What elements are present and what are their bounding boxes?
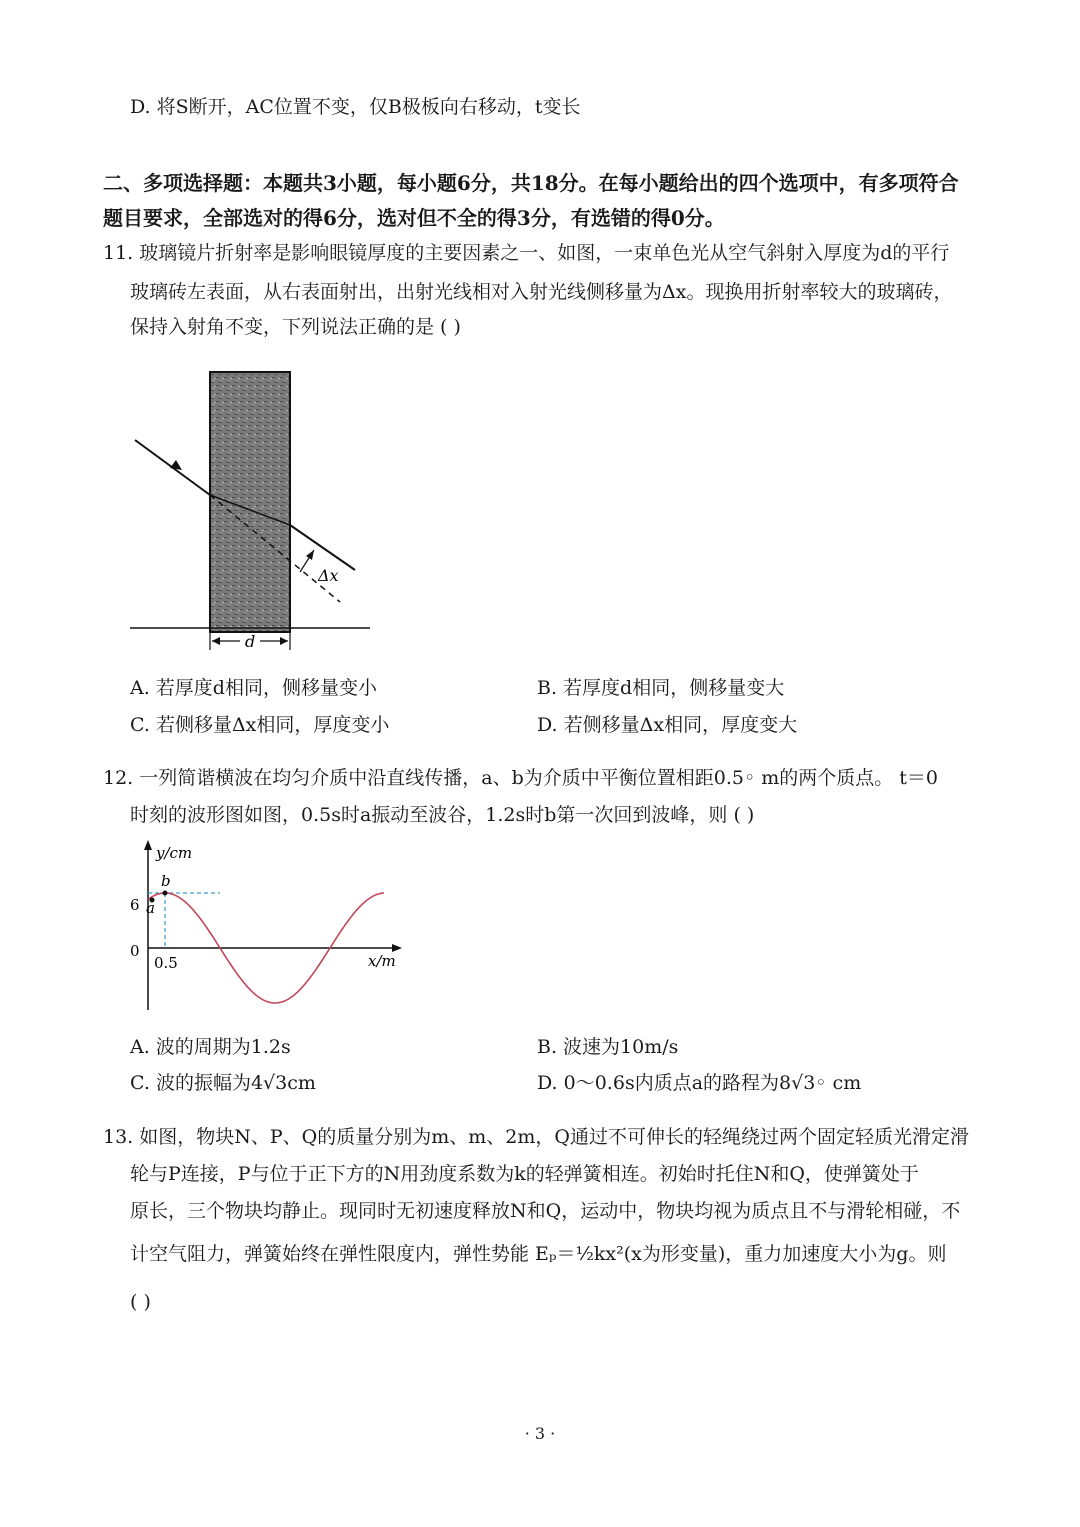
q11-stem-line-3: 保持入射角不变，下列说法正确的是 ( ) [130, 316, 461, 338]
wave-graph [120, 838, 410, 1018]
d-arrow-left-icon [212, 637, 220, 645]
q12-stem-line-2: 时刻的波形图如图，0.5s时a振动至波谷，1.2s时b第一次回到波峰，则 ( ) [130, 804, 755, 826]
shift-arrow-icon [306, 550, 314, 560]
q11-option-b: B. 若厚度d相同，侧移量变大 [537, 677, 785, 699]
q12-stem-line-1: 12. 一列简谐横波在均匀介质中沿直线传播，a、b为介质中平衡位置相距0.5◦ m的两个质点。 t＝0 [103, 767, 938, 789]
label-delta-x: Δx [318, 566, 339, 585]
q13-stem-line-3: 原长，三个物块均静止。现同时无初速度释放N和Q，运动中，物块均视为质点且不与滑轮相碰，不 [130, 1200, 961, 1222]
q12-option-b: B. 波速为10m/s [537, 1036, 679, 1058]
glass-slab [210, 372, 290, 632]
section-header-line-1: 二、多项选择题：本题共3小题，每小题6分，共18分。在每小题给出的四个选项中，有多项符合 [103, 171, 959, 195]
q11-option-c: C. 若侧移量Δx相同，厚度变小 [130, 714, 390, 736]
y-tick-label: 6 [130, 896, 140, 914]
q13-stem-line-2: 轮与P连接，P与位于正下方的N用劲度系数为k的轻弹簧相连。初始时托住N和Q，使弹簧处于 [130, 1163, 919, 1185]
q13-stem-line-4: 计空气阻力，弹簧始终在弹性限度内，弹性势能 Eₚ＝½kx²(x为形变量)，重力加速度大小为g。则 [130, 1243, 947, 1265]
q13-stem-line-5: ( ) [130, 1291, 151, 1313]
q12-option-a: A. 波的周期为1.2s [130, 1036, 291, 1058]
prev-question-option-d: D. 将S断开，AC位置不变，仅B极板向右移动，t变长 [130, 96, 581, 118]
q11-option-d: D. 若侧移量Δx相同，厚度变大 [537, 714, 798, 736]
glass-slab-figure [120, 360, 390, 655]
x-tick-label: 0.5 [154, 954, 178, 972]
d-arrow-right-icon [280, 637, 288, 645]
y-axis-arrow-icon [144, 840, 152, 850]
page-number: · 3 · [524, 1424, 556, 1443]
incident-arrow-icon [170, 460, 182, 470]
origin-label: 0 [130, 942, 140, 960]
point-a-label: a [146, 899, 155, 917]
label-d: d [245, 632, 256, 651]
point-b-label: b [161, 872, 171, 890]
point-b [163, 891, 168, 896]
x-axis-label: x/m [368, 952, 396, 970]
y-axis-label: y/cm [156, 844, 193, 862]
emergent-ray [290, 525, 355, 570]
section-header-line-2: 题目要求，全部选对的得6分，选对但不全的得3分，有选错的得0分。 [103, 206, 725, 230]
q12-option-c: C. 波的振幅为4√3cm [130, 1072, 316, 1094]
q11-stem-line-1: 11. 玻璃镜片折射率是影响眼镜厚度的主要因素之一、如图，一束单色光从空气斜射入厚度为d的平行 [103, 242, 950, 264]
q11-option-a: A. 若厚度d相同，侧移量变小 [130, 677, 377, 699]
q11-stem-line-2: 玻璃砖左表面，从右表面射出，出射光线相对入射光线侧移量为Δx。现换用折射率较大的玻璃砖， [130, 281, 953, 303]
q13-stem-line-1: 13. 如图，物块N、P、Q的质量分别为m、m、2m，Q通过不可伸长的轻绳绕过两个固定轻质光滑定滑 [103, 1126, 969, 1148]
q12-option-d: D. 0～0.6s内质点a的路程为8√3◦ cm [537, 1072, 862, 1094]
x-axis-arrow-icon [392, 944, 402, 952]
